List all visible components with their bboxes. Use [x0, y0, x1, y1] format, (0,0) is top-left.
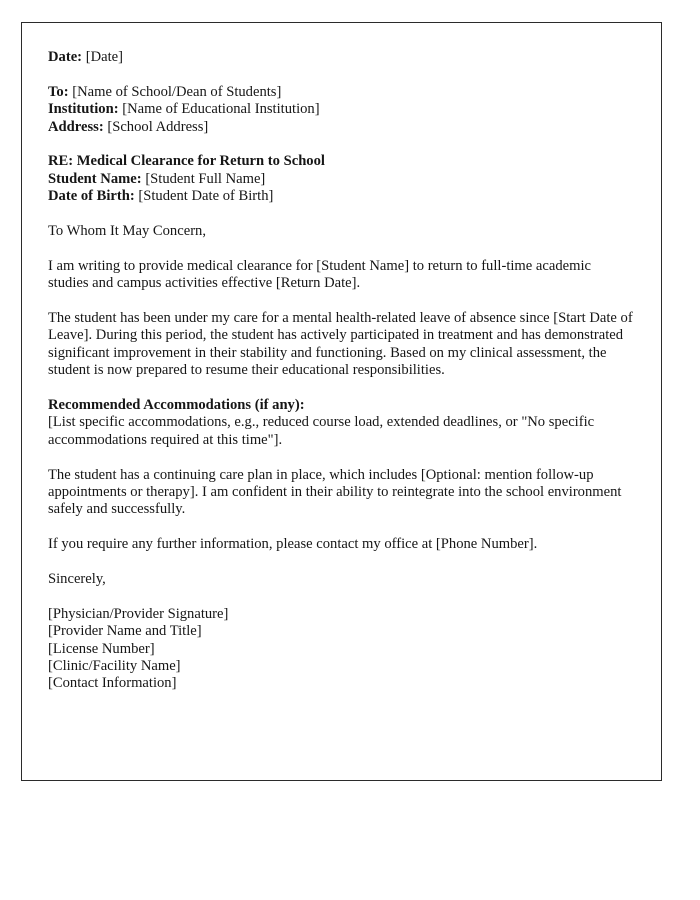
date-of-birth-label: Date of Birth:: [48, 188, 135, 205]
date-label: Date:: [48, 49, 83, 65]
spacer: [48, 293, 633, 310]
spacer: [48, 206, 633, 223]
closing-paragraph-2: If you require any further information, please contact my office at [Phone Number].: [48, 536, 538, 553]
recipient-institution-line: [48, 101, 633, 118]
body-paragraph-1: I am writing to provide medical clearance for [Student Name] to return to full-time academic studies and campus activities effective [Return Date].: [48, 257, 591, 292]
student-name-line: [48, 171, 633, 188]
accommodations-heading: Recommended Accommodations (if any):: [48, 397, 305, 414]
signature-line-3: [License Number]: [48, 640, 155, 657]
spacer: [48, 519, 633, 536]
accommodations-section: [48, 397, 633, 449]
spacer: [48, 136, 633, 153]
date-value: [Date]: [85, 49, 123, 65]
letter-body: [48, 49, 633, 693]
date-of-birth-line: [48, 188, 633, 205]
recipient-to-value: [Name of School/Dean of Students]: [72, 83, 282, 100]
spacer: [48, 240, 633, 257]
signature-line-4: [Clinic/Facility Name]: [48, 658, 181, 675]
accommodations-body: [List specific accommodations, e.g., reduced course load, extended deadlines, or "No specific accommodations required at this time"].: [48, 414, 595, 448]
document-page: [21, 22, 662, 781]
spacer: [48, 66, 633, 83]
signature-line-2: [Provider Name and Title]: [48, 623, 202, 640]
salutation: To Whom It May Concern,: [48, 223, 206, 240]
spacer: [48, 380, 633, 397]
signature-line-5: [Contact Information]: [48, 675, 177, 692]
signature-block: [48, 606, 633, 693]
signoff: Sincerely,: [48, 571, 106, 588]
recipient-institution-label: Institution:: [48, 101, 119, 118]
re-line: RE: Medical Clearance for Return to School: [48, 153, 325, 170]
body-paragraph-2: The student has been under my care for a mental health-related leave of absence since [Start Date of Leave]. During this period, the student has actively participated in treatment and has demonstrated significant improvement in their stability and functioning. Based on my clinical assessment, the student is now prepared to resume their educational responsibilities.: [48, 310, 633, 379]
date-line: [48, 49, 633, 66]
recipient-to-line: [48, 84, 633, 101]
student-name-label: Student Name:: [48, 170, 142, 187]
date-of-birth-value: [Student Date of Birth]: [138, 188, 274, 205]
spacer: [48, 449, 633, 466]
signature-line-1: [Physician/Provider Signature]: [48, 605, 229, 622]
subject-block: [48, 153, 633, 205]
spacer: [48, 588, 633, 605]
recipient-block: [48, 84, 633, 136]
recipient-address-label: Address:: [48, 118, 104, 135]
recipient-address-value: [School Address]: [107, 118, 209, 135]
spacer: [48, 554, 633, 571]
recipient-to-label: To:: [48, 83, 69, 100]
closing-paragraph-1: The student has a continuing care plan in place, which includes [Optional: mention follow-up appointments or therapy]. I am confident in their ability to reintegrate into the school environment safely and successfully.: [48, 466, 622, 518]
student-name-value: [Student Full Name]: [145, 170, 266, 187]
recipient-institution-value: [Name of Educational Institution]: [122, 101, 320, 118]
recipient-address-line: [48, 119, 633, 136]
